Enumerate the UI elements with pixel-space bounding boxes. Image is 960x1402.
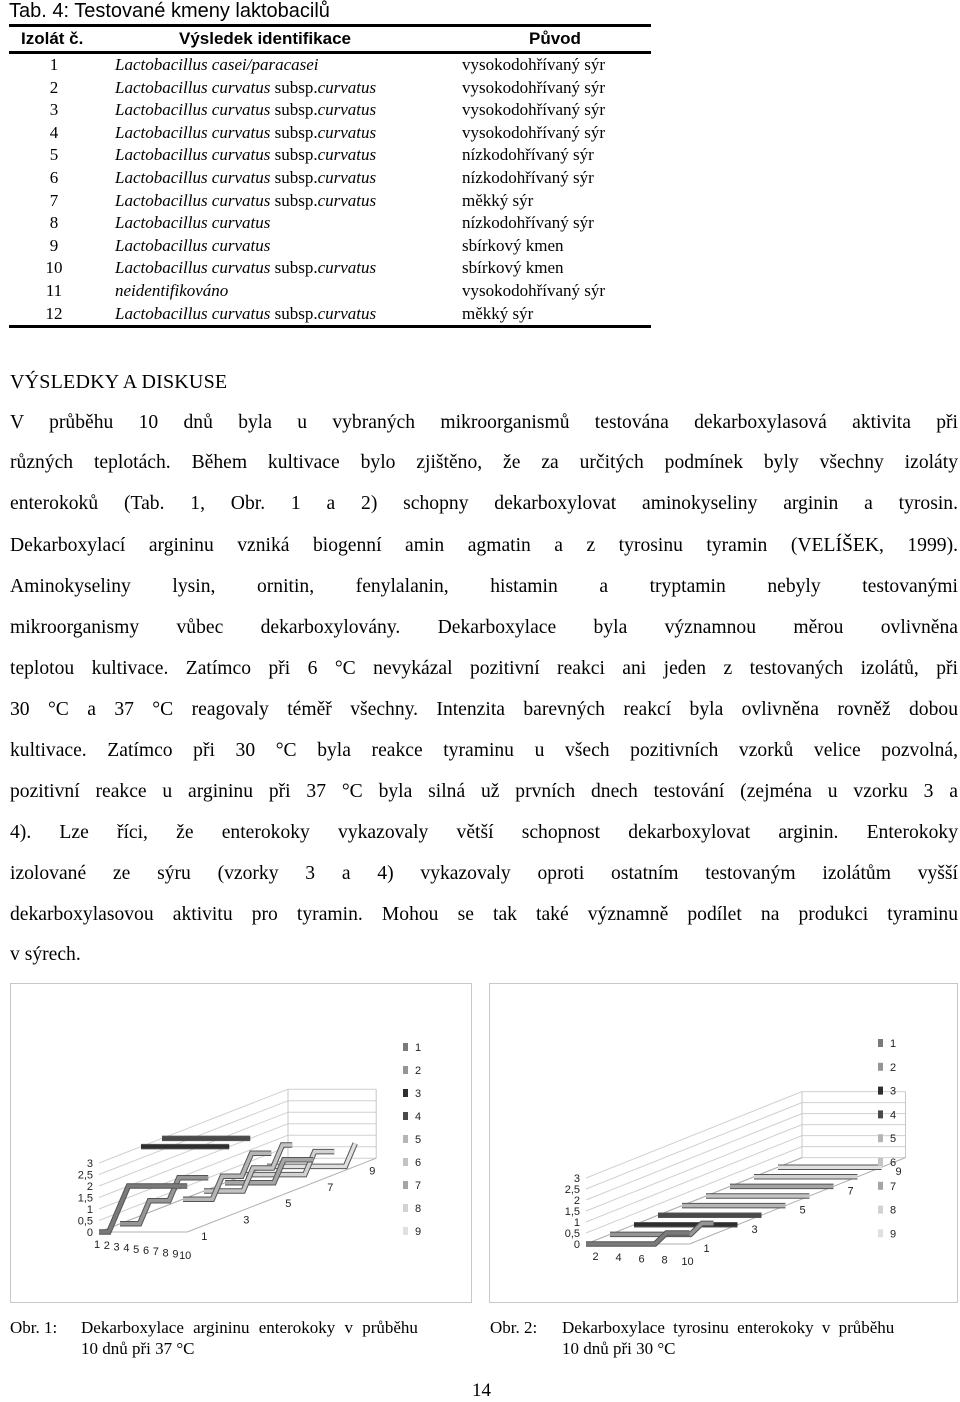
legend-label: 1 <box>415 1042 422 1054</box>
table-row <box>9 280 651 303</box>
legend-label: 2 <box>415 1065 422 1077</box>
cell-isolate: 6 <box>49 167 59 187</box>
legend-swatch <box>878 1182 883 1190</box>
paragraph-line: 30 °C a 37 °C reagovaly téměř všechny. Intenzita barevných reakcí byla ovlivněna rovněž dobou <box>10 699 958 720</box>
cell-result <box>115 235 270 258</box>
figure2-caption-line2: 10 dnů při 30 °C <box>562 1339 676 1358</box>
y-tick-label: 0 <box>573 1239 580 1251</box>
depth-tick-label: 3 <box>751 1223 758 1236</box>
cell-species: Lactobacillus curvatus <box>115 303 271 323</box>
cell-species: Lactobacillus curvatus <box>115 190 271 210</box>
cell-isolate: 1 <box>49 55 59 74</box>
legend-label: 7 <box>890 1180 897 1193</box>
depth-tick-label: 9 <box>369 1165 376 1178</box>
cell-subsp-name: curvatus <box>317 190 377 210</box>
cell-origin: vysokodohřívaný sýr <box>462 280 606 300</box>
y-tick-label: 2,5 <box>564 1184 580 1196</box>
cell-origin: nízkodohřívaný sýr <box>462 213 594 233</box>
table-body <box>9 54 651 328</box>
cell-species: Lactobacillus casei/paracasei <box>115 55 319 74</box>
figure2-caption <box>490 1318 895 1358</box>
cell-isolate: 9 <box>49 235 59 255</box>
cell-isolate: 11 <box>45 280 63 300</box>
legend-label: 9 <box>415 1226 422 1238</box>
legend-swatch <box>878 1206 883 1214</box>
cell-isolate: 10 <box>45 258 63 278</box>
legend-swatch <box>403 1135 408 1143</box>
cell-subsp-name: curvatus <box>317 145 377 165</box>
legend-swatch <box>403 1227 408 1235</box>
table-row <box>9 167 651 190</box>
cell-result <box>115 212 270 235</box>
axis-floor-right <box>690 1158 906 1244</box>
legend-swatch <box>403 1089 408 1097</box>
cell-origin: nízkodohřívaný sýr <box>462 167 594 187</box>
cell-result <box>115 99 376 122</box>
table-row <box>9 190 651 213</box>
paragraph-line: v sýrech. <box>10 944 81 965</box>
cell-subsp: subsp. <box>270 122 318 142</box>
legend-label: 4 <box>415 1111 422 1123</box>
gridline-side <box>586 1092 802 1178</box>
x-tick-label: 3 <box>113 1241 120 1254</box>
x-tick-label: 8 <box>661 1254 668 1267</box>
figure1-caption-line1: Dekarboxylace argininu enterokoky v průběhu <box>81 1318 418 1337</box>
cell-subsp-name: curvatus <box>317 122 377 142</box>
cell-subsp: subsp. <box>270 145 318 165</box>
cell-origin: vysokodohřívaný sýr <box>462 122 606 142</box>
paragraph-line: V průběhu 10 dnů byla u vybraných mikroorganismů testována dekarboxylasová aktivita při <box>10 412 958 433</box>
cell-subsp: subsp. <box>270 100 318 120</box>
y-tick-label: 2,5 <box>77 1169 93 1182</box>
cell-species: neidentifikováno <box>115 280 229 300</box>
cell-species: Lactobacillus curvatus <box>115 77 271 97</box>
cell-subsp-name: curvatus <box>317 258 377 278</box>
table-row <box>9 257 651 280</box>
cell-result <box>115 54 319 77</box>
legend-swatch <box>403 1112 408 1120</box>
cell-subsp: subsp. <box>270 303 318 323</box>
table-row <box>9 144 651 167</box>
table-row <box>9 303 651 326</box>
legend-label: 5 <box>890 1133 897 1146</box>
cell-species: Lactobacillus curvatus <box>115 213 271 233</box>
figure2-caption-line1: Dekarboxylace tyrosinu enterokoky v průběhu <box>562 1318 895 1337</box>
x-tick-label: 2 <box>592 1251 599 1263</box>
series-line-7 <box>225 1160 313 1183</box>
legend-swatch <box>878 1229 883 1237</box>
table-caption: Tab. 4: Testované kmeny laktobacilů <box>9 0 330 22</box>
cell-isolate: 4 <box>49 122 59 142</box>
chart-tyrosine-svg <box>490 984 957 1302</box>
y-tick-label: 1 <box>573 1217 580 1229</box>
cell-result <box>115 190 376 213</box>
table-header <box>9 24 651 54</box>
legend-label: 7 <box>415 1180 422 1192</box>
chart-arginine <box>10 983 472 1303</box>
chart-arginine-svg <box>11 984 471 1302</box>
figure1-caption <box>10 1318 418 1358</box>
figure1-label: Obr. 1: <box>10 1318 58 1337</box>
paragraph-line: různých teplotách. Během kultivace bylo zjištěno, že za určitých podmínek byly všechny izoláty <box>10 452 958 473</box>
y-tick-label: 1,5 <box>564 1206 580 1218</box>
x-tick-label: 1 <box>93 1239 101 1251</box>
legend-label: 3 <box>890 1085 897 1098</box>
section-heading: VÝSLEDKY A DISKUSE <box>10 371 228 393</box>
cell-subsp: subsp. <box>270 258 318 278</box>
cell-subsp-name: curvatus <box>317 77 377 97</box>
table-row <box>9 122 651 145</box>
legend-label: 3 <box>415 1088 422 1100</box>
paragraph-line: pozitivní reakce u argininu při 37 °C byla silná už prvních dnech testování (zejména u vzorku 3 a <box>10 781 958 802</box>
cell-origin: vysokodohřívaný sýr <box>462 77 606 97</box>
legend-label: 5 <box>415 1134 422 1146</box>
cell-species: Lactobacillus curvatus <box>115 145 271 165</box>
legend-swatch <box>878 1110 883 1118</box>
paragraph-line: teplotou kultivace. Zatímco při 6 °C nevykázal pozitivní reakci ani jeden z testovaných izolátů, při <box>10 658 958 679</box>
cell-origin: nízkodohřívaný sýr <box>462 145 594 165</box>
depth-tick-label: 7 <box>847 1185 854 1198</box>
depth-tick-label: 5 <box>285 1198 292 1211</box>
cell-isolate: 7 <box>49 190 59 210</box>
cell-species: Lactobacillus curvatus <box>115 100 271 120</box>
y-tick-label: 0,5 <box>77 1215 93 1228</box>
y-tick-label: 3 <box>573 1173 580 1185</box>
header-isolate: Izolát č. <box>21 29 84 48</box>
x-tick-label: 6 <box>638 1253 645 1266</box>
x-tick-label: 10 <box>179 1249 192 1262</box>
cell-result <box>115 280 228 303</box>
depth-tick-label: 1 <box>703 1243 710 1255</box>
x-tick-label: 10 <box>681 1255 694 1268</box>
paragraph-line: kultivace. Zatímco při 30 °C byla reakce tyraminu u všech pozitivních vzorků velice pozvolná, <box>10 740 958 761</box>
paragraph-line: izolované ze sýru (vzorky 3 a 4) vykazovaly oproti ostatním testovaným izolátům vyšší <box>10 863 958 884</box>
legend-label: 8 <box>415 1203 422 1215</box>
cell-subsp-name: curvatus <box>317 167 377 187</box>
cell-species: Lactobacillus curvatus <box>115 258 271 278</box>
cell-result <box>115 257 376 280</box>
cell-subsp-name: curvatus <box>317 100 377 120</box>
x-tick-label: 4 <box>123 1242 130 1255</box>
legend-swatch <box>403 1066 408 1074</box>
cell-origin: sbírkový kmen <box>462 235 564 255</box>
series-line-7-shadow <box>225 1160 313 1183</box>
paragraph-line: mikroorganismy vůbec dekarboxylovány. Dekarboxylace byla významnou měrou ovlivněna <box>10 617 958 638</box>
cell-subsp: subsp. <box>270 77 318 97</box>
cell-subsp: subsp. <box>270 167 318 187</box>
legend-label: 8 <box>890 1204 897 1217</box>
paragraph-line: Aminokyseliny lysin, ornitin, fenylalanin, histamin a tryptamin nebyly testovanými <box>10 576 958 597</box>
y-tick-label: 2 <box>573 1195 580 1207</box>
table-row <box>9 54 651 77</box>
y-tick-label: 1,5 <box>77 1192 93 1205</box>
legend-swatch <box>403 1043 408 1051</box>
y-tick-label: 0 <box>86 1227 93 1239</box>
cell-isolate: 3 <box>49 100 59 120</box>
x-tick-label: 7 <box>152 1246 159 1259</box>
cell-result <box>115 303 376 326</box>
legend-label: 2 <box>890 1061 897 1074</box>
legend-label: 1 <box>890 1038 897 1050</box>
y-tick-label: 3 <box>86 1158 93 1170</box>
cell-origin: měkký sýr <box>462 190 534 210</box>
depth-tick-label: 3 <box>243 1214 250 1227</box>
y-tick-label: 1 <box>86 1204 93 1216</box>
legend-swatch <box>878 1063 883 1071</box>
cell-result <box>115 167 376 190</box>
paragraph-line: dekarboxylasovou aktivitu pro tyramin. Mohou se tak také významně podílet na produkci tyraminu <box>10 904 958 925</box>
cell-result <box>115 77 376 100</box>
cell-isolate: 2 <box>49 77 59 97</box>
cell-isolate: 8 <box>49 213 59 233</box>
table-row <box>9 235 651 258</box>
paragraph-line: Dekarboxylací argininu vzniká biogenní amin agmatin a z tyrosinu tyramin (VELÍŠEK, 1999). <box>10 535 958 556</box>
legend-swatch <box>878 1087 883 1095</box>
gridline-side <box>586 1147 802 1233</box>
legend-swatch <box>878 1039 883 1047</box>
legend-swatch <box>403 1204 408 1212</box>
cell-subsp-name: curvatus <box>317 303 377 323</box>
cell-origin: sbírkový kmen <box>462 258 564 278</box>
figure1-caption-line2: 10 dnů při 37 °C <box>81 1339 195 1358</box>
cell-species: Lactobacillus curvatus <box>115 235 271 255</box>
legend-swatch <box>403 1158 408 1166</box>
cell-species: Lactobacillus curvatus <box>115 167 271 187</box>
depth-tick-label: 5 <box>799 1204 806 1217</box>
cell-result <box>115 122 376 145</box>
cell-isolate: 12 <box>45 303 63 323</box>
x-tick-label: 9 <box>172 1248 179 1261</box>
figure2-label: Obr. 2: <box>490 1318 538 1337</box>
legend-swatch <box>878 1158 883 1166</box>
table-row <box>9 212 651 235</box>
depth-tick-label: 9 <box>895 1166 902 1179</box>
cell-result <box>115 144 376 167</box>
legend-label: 9 <box>890 1228 897 1241</box>
header-result: Výsledek identifikace <box>179 29 351 48</box>
legend-label: 6 <box>415 1157 422 1169</box>
legend-label: 4 <box>890 1109 897 1122</box>
x-tick-label: 5 <box>133 1243 140 1256</box>
cell-origin: měkký sýr <box>462 303 534 323</box>
cell-subsp: subsp. <box>270 190 318 210</box>
cell-origin: vysokodohřívaný sýr <box>462 55 606 74</box>
chart-tyrosine <box>489 983 958 1303</box>
legend-label: 6 <box>890 1157 897 1169</box>
paragraph-line: 4). Lze říci, že enterokoky vykazovaly větší schopnost dekarboxylovat arginin. Enterokoky <box>10 822 958 843</box>
table-row <box>9 77 651 100</box>
cell-isolate: 5 <box>49 145 59 165</box>
table-row <box>9 99 651 122</box>
y-tick-label: 2 <box>86 1181 93 1193</box>
page-number: 14 <box>472 1380 491 1401</box>
header-origin: Původ <box>529 29 581 48</box>
cell-origin: vysokodohřívaný sýr <box>462 100 606 120</box>
x-tick-label: 6 <box>142 1245 150 1257</box>
x-tick-label: 4 <box>615 1252 622 1265</box>
depth-tick-label: 1 <box>201 1231 208 1243</box>
cell-species: Lactobacillus curvatus <box>115 122 271 142</box>
x-tick-label: 8 <box>162 1247 169 1260</box>
legend-swatch <box>403 1181 408 1189</box>
x-tick-label: 2 <box>103 1240 110 1253</box>
depth-tick-label: 7 <box>327 1181 334 1194</box>
legend-swatch <box>878 1134 883 1142</box>
paragraph-line: enterokoků (Tab. 1, Obr. 1 a 2) schopny dekarboxylovat aminokyseliny arginin a tyrosin. <box>10 493 958 514</box>
y-tick-label: 0,5 <box>564 1228 580 1240</box>
